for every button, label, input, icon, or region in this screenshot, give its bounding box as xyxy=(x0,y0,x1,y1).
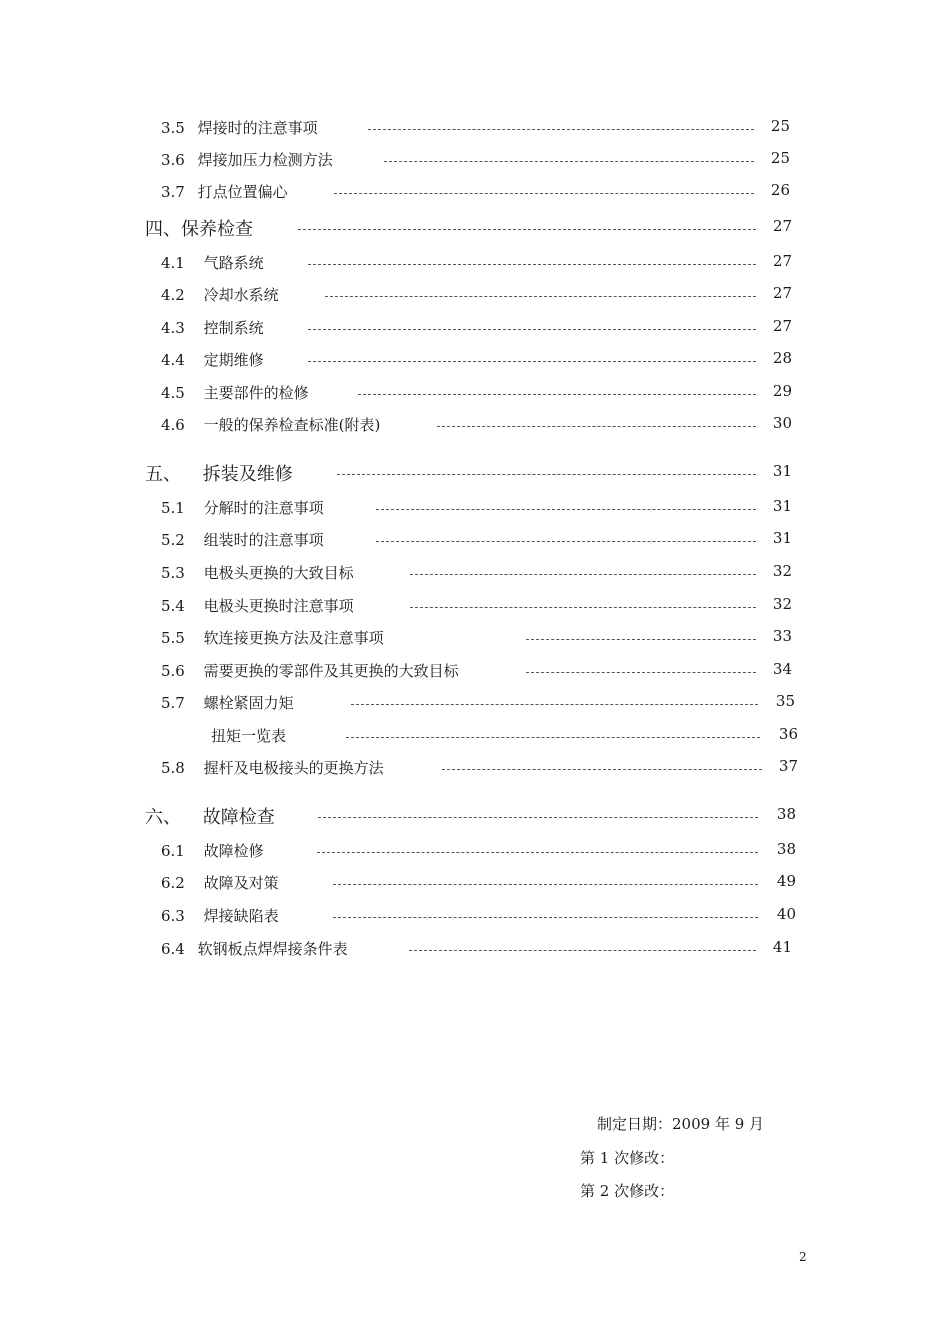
toc-entry-title: 主要部件的检修 xyxy=(203,384,309,402)
toc-leader xyxy=(318,817,758,818)
toc-entry-page: 35 xyxy=(775,692,795,710)
toc-chapter-title: 拆装及维修 xyxy=(202,464,293,485)
toc-entry xyxy=(161,692,294,713)
toc-entry-page: 27 xyxy=(772,252,792,270)
toc-entry xyxy=(161,252,264,273)
toc-entry-number: 6.1 xyxy=(161,842,185,860)
toc-entry-page: 27 xyxy=(772,217,792,235)
toc-entry-number: 3.6 xyxy=(161,151,185,169)
toc-entry xyxy=(211,725,286,746)
toc-entry-title: 冷却水系统 xyxy=(203,286,279,304)
toc-entry-number: 5.6 xyxy=(161,662,185,680)
toc-entry-number: 3.7 xyxy=(161,183,185,201)
toc-entry-number: 5.2 xyxy=(161,531,185,549)
toc-entry-number: 6.3 xyxy=(161,907,185,925)
toc-entry-title: 故障检修 xyxy=(203,842,264,860)
toc-entry-page: 34 xyxy=(772,660,792,678)
toc-entry-page: 32 xyxy=(772,562,792,580)
toc-leader xyxy=(442,769,762,770)
toc-entry-page: 25 xyxy=(770,117,790,135)
toc-entry xyxy=(161,284,279,305)
toc-entry-page: 31 xyxy=(772,497,792,515)
toc-entry-page: 28 xyxy=(772,349,792,367)
toc-leader xyxy=(410,574,756,575)
toc-entry-title: 软钢板点焊焊接条件表 xyxy=(197,940,348,958)
toc-entry-page: 40 xyxy=(776,905,796,923)
toc-chapter xyxy=(145,803,275,829)
toc-leader xyxy=(358,394,756,395)
toc-entry-title: 扭矩一览表 xyxy=(211,727,287,745)
toc-entry-number: 5.1 xyxy=(161,499,185,517)
toc-leader xyxy=(526,639,756,640)
toc-entry-page: 30 xyxy=(772,414,792,432)
toc-entry-number: 5.7 xyxy=(161,694,185,712)
toc-entry-number: 5.8 xyxy=(161,759,185,777)
toc-entry-title: 故障及对策 xyxy=(203,874,279,892)
toc-entry-title: 电极头更换时注意事项 xyxy=(203,597,354,615)
toc-entry-number: 5.4 xyxy=(161,597,185,615)
toc-entry-page: 37 xyxy=(778,757,798,775)
toc-entry-title: 软连接更换方法及注意事项 xyxy=(203,629,384,647)
toc-leader xyxy=(351,704,758,705)
toc-leader xyxy=(346,737,760,738)
toc-entry-page: 38 xyxy=(776,840,796,858)
toc-entry-page: 31 xyxy=(772,462,792,480)
toc-entry xyxy=(161,529,324,550)
toc-entry-title: 需要更换的零部件及其更换的大致目标 xyxy=(203,662,459,680)
toc-entry-title: 气路系统 xyxy=(203,254,264,272)
toc-leader xyxy=(325,296,756,297)
toc-leader xyxy=(337,474,756,475)
toc-leader xyxy=(368,129,754,130)
toc-entry-title: 电极头更换的大致目标 xyxy=(203,564,354,582)
toc-entry xyxy=(161,382,309,403)
toc-entry xyxy=(161,414,380,435)
toc-entry-page: 26 xyxy=(770,181,790,199)
toc-leader xyxy=(334,193,754,194)
toc-entry-number: 4.4 xyxy=(161,351,185,369)
toc-chapter xyxy=(145,215,253,241)
toc-entry-number: 5.5 xyxy=(161,629,185,647)
toc-entry-number: 6.4 xyxy=(161,940,185,958)
toc-leader xyxy=(308,329,756,330)
toc-entry-page: 33 xyxy=(772,627,792,645)
toc-entry-title: 焊接加压力检测方法 xyxy=(197,151,333,169)
toc-entry xyxy=(161,840,264,861)
toc-chapter xyxy=(145,460,293,486)
toc-leader xyxy=(384,161,754,162)
toc-entry-title: 握杆及电极接头的更换方法 xyxy=(203,759,384,777)
toc-entry-page: 36 xyxy=(778,725,798,743)
toc-entry-title: 打点位置偏心 xyxy=(197,183,288,201)
toc-leader xyxy=(437,426,756,427)
toc-entry xyxy=(161,349,264,370)
toc-entry-title: 一般的保养检查标准(附表) xyxy=(203,416,381,434)
page-number: 2 xyxy=(799,1250,807,1264)
toc-leader xyxy=(298,229,756,230)
toc-entry-page: 27 xyxy=(772,284,792,302)
toc-entry-number: 4.3 xyxy=(161,319,185,337)
toc-entry xyxy=(161,757,384,778)
toc-entry-title: 分解时的注意事项 xyxy=(203,499,324,517)
toc-entry xyxy=(161,905,279,926)
toc-leader xyxy=(376,509,756,510)
toc-chapter-number: 四、 xyxy=(145,219,181,240)
revision-2-label: 第 2 次修改： xyxy=(580,1182,675,1200)
toc-entry-number: 3.5 xyxy=(161,119,185,137)
toc-entry-page: 25 xyxy=(770,149,790,167)
toc-entry xyxy=(161,181,288,202)
toc-entry-number: 4.1 xyxy=(161,254,185,272)
toc-entry-title: 螺栓紧固力矩 xyxy=(203,694,294,712)
toc-entry xyxy=(161,149,333,170)
toc-leader xyxy=(333,917,758,918)
toc-chapter-title: 保养检查 xyxy=(181,219,253,240)
toc-entry xyxy=(161,595,354,616)
creation-date: 制定日期：2009 年 9 月 xyxy=(597,1115,765,1133)
toc-leader xyxy=(308,361,756,362)
toc-entry-page: 41 xyxy=(772,938,792,956)
toc-entry xyxy=(161,317,264,338)
toc-entry xyxy=(161,627,384,648)
toc-entry xyxy=(161,938,348,959)
toc-entry-title: 定期维修 xyxy=(203,351,264,369)
toc-entry xyxy=(161,562,354,583)
toc-entry-number: 4.2 xyxy=(161,286,185,304)
toc-chapter-number: 六、 xyxy=(145,807,181,828)
toc-entry-title: 焊接缺陷表 xyxy=(203,907,279,925)
toc-leader xyxy=(317,852,758,853)
toc-chapter-title: 故障检查 xyxy=(202,807,275,828)
toc-entry-number: 5.3 xyxy=(161,564,185,582)
toc-entry xyxy=(161,660,459,681)
toc-entry xyxy=(161,117,318,138)
toc-entry-page: 49 xyxy=(776,872,796,890)
toc-entry xyxy=(161,872,279,893)
toc-leader xyxy=(308,264,756,265)
toc-leader xyxy=(410,607,756,608)
toc-entry-page: 32 xyxy=(772,595,792,613)
toc-entry-page: 31 xyxy=(772,529,792,547)
toc-entry-page: 38 xyxy=(776,805,796,823)
toc-leader xyxy=(409,950,756,951)
toc-entry-title: 组装时的注意事项 xyxy=(203,531,324,549)
toc-entry-number: 4.6 xyxy=(161,416,185,434)
toc-chapter-number: 五、 xyxy=(145,464,181,485)
toc-entry-number: 4.5 xyxy=(161,384,185,402)
toc-entry xyxy=(161,497,324,518)
toc-leader xyxy=(333,884,758,885)
revision-1-label: 第 1 次修改： xyxy=(580,1149,675,1167)
toc-entry-number: 6.2 xyxy=(161,874,185,892)
toc-entry-title: 控制系统 xyxy=(203,319,264,337)
toc-entry-page: 29 xyxy=(772,382,792,400)
toc-leader xyxy=(526,672,756,673)
toc-entry-page: 27 xyxy=(772,317,792,335)
toc-entry-title: 焊接时的注意事项 xyxy=(197,119,318,137)
toc-leader xyxy=(376,541,756,542)
